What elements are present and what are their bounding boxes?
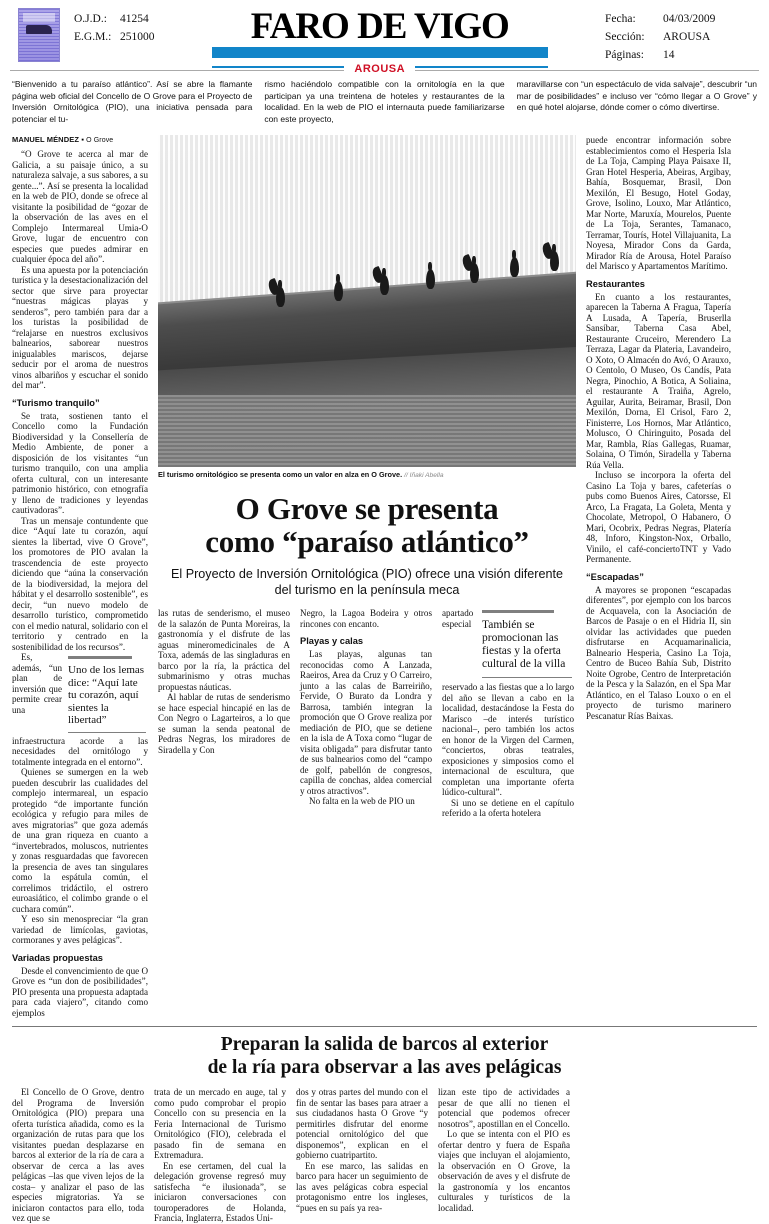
left-paragraph: Tras un mensaje contundente que dice “Aquí late tu corazón, aquí sientes la libertad, vive O Grove”, los promotores de PIO avalan la trascendencia de este proyecto diciendo que “aúna la conservación de la biodiversidad, la mejora del hábitat y el desarrollo sostenible”, es decir, “un nuevo modelo de desarrollo turístico, comprometido con el medio natural, solidario con el territorio y centrado en la sostenibilidad de los recursos”.	[12, 515, 148, 652]
secondary-col-1	[12, 1087, 144, 1224]
date-value: 04/03/2009	[663, 13, 716, 25]
lede-col-2: rismo haciéndolo compatible con la ornitología en la que participan ya una treintena de hoteles y restaurantes de la localidad. En la web de PIO el internauta puede familiarizarse con este proyecto,	[264, 79, 505, 124]
center-paragraph: apartado especial reservado a las fiestas que a lo largo del año se llevan a cabo en la localidad, destacándose la Festa do Marisco –de interés turístico nacional–, pero también los actos en honor de la Virgen del Carmen, “conciertos, obras teatrales, exposiciones y simposios como el internacional de escultura, que completan una importante oferta lúdico-cultural”.	[442, 608, 574, 798]
lede-col-1: “Bienvenido a tu paraíso atlántico”. Así se abre la flamante página web oficial del Concello de O Grove para el Proyecto de Inversión Ornitológica (PIO), una iniciativa pensada para potenciar el tu-	[12, 79, 253, 124]
secondary-article	[12, 1026, 757, 1224]
subheading-escapadas: “Escapadas”	[586, 571, 644, 582]
byline-separator: ▪	[81, 135, 84, 145]
center-paragraph: No falta en la web de PIO un	[309, 796, 415, 807]
pull-quote-top-rule	[68, 656, 132, 659]
newspaper-stamp-thumbnail	[18, 8, 60, 62]
left-paragraph: Se trata, sostienen tanto el Concello como la Fundación Biodiversidad y la Consellería de Medio Ambiente, de poner a disposición de los visitantes “un turismo tranquilo, con una amplia oferta cultural, con un interesante patrimonio histórico, con etnografía y lleno de tradiciones y leyendas cautivadoras”.	[12, 410, 148, 516]
right-paragraph: En cuanto a los restaurantes, aparecen la Taberna A Fragua, Tapería A Lusada, A Tapería, Bruserlla Sansíbar, Taberna Casa Abel, Restaurante Cruceiro, Merendero La Terraza, Lagar da Plateria, Lavandeiro, O Xoto, O Almacén do Avó, O Arauxo, O Centolo, O Museo, Os Candís, Pata Negra, Pinochio, A Botica, A Soliaina, el restaurante A Traiña, Agrelo, Aguilar, Aurita, Beiramar, Brasil, Don Mexilón, Dorna, El Crisol, Faro 2, Finisterre, Los Hornos, Mar Atlántico, Molusco, O Chiringuito, Posada del Mar, Rambla, Rías Gallegas, Ruamar, Solaina, O Timón, Siradella y Taberna Rúa Vella.	[586, 291, 731, 470]
secondary-headline-line-2: de la ría para observar a las aves pelágicas	[207, 1057, 562, 1079]
page-title	[158, 492, 576, 558]
ojd-label: O.J.D.:	[74, 13, 107, 25]
section-tag-line	[212, 60, 548, 75]
masthead-logo-area	[155, 6, 606, 75]
center-body-columns	[158, 608, 576, 819]
pull-quote-bottom-rule	[482, 677, 572, 678]
secondary-article-columns	[12, 1087, 757, 1224]
newspaper-logo: FARO DE VIGO	[250, 6, 509, 47]
photo-cormorant	[550, 251, 559, 271]
secondary-paragraph: En ese marco, las salidas en barco para hacer un seguimiento de las aves pelágicas cobra especial protagonismo entre los ingleses, “pues en su país ya rea-	[296, 1160, 428, 1213]
article-photo	[158, 135, 576, 467]
center-paragraph: Al hablar de rutas de senderismo se hace especial hincapié en las de Con Negro o Lagarteiros, a lo que se suman la senda peatonal de Pedras Negras, los miradores de Siradella y Con	[158, 692, 290, 755]
center-body-col-1	[158, 608, 290, 819]
right-paragraph: puede encontrar información sobre establecimientos como el Hesperia Isla de La Toja, Camping Playa Paisaxe II, Gran Hotel Hesperia, Abeiras, Argibay, Bahía, Bosquemar, Brasil, Don Mexilón, El Besugo, Hotel Goday, Grove, Isolino, Louxo, Mar Atlántico, Mar Norte, Maruxía, Mourelos, Puente de La Toja, Serantes, Tamanaco, Terramar, Tourís, Hotel Villajuanita, La Noyesa, Mirador Cons da Garda, Mirador Ría de Arousa, Hotel Paraíso del Marisco y Apartamentos Marítimo.	[586, 135, 731, 272]
photo-cormorant	[276, 287, 285, 307]
main-columns	[12, 135, 757, 1018]
pull-quote-center	[482, 610, 574, 678]
photo-credit: // Iñaki Abella	[404, 472, 444, 480]
left-paragraph: “O Grove te acerca al mar de Galicia, a su paisaje único, a su naturaleza salvaje, a sus sabores, a su gente...”. Así se presenta la localidad en la web de PIO, donde se ofrece al visitante la posibilidad de “gozar de la observación de las aves en el Complejo Intermareal Umia-O Grove, lugar de encuentro con especies que puedes admirar en cualquier época del año”.	[12, 149, 148, 265]
pull-quote-center-text: También se promocionan las fiestas y la oferta cultural de la villa	[482, 619, 566, 671]
center-paragraph: las rutas de senderismo, el museo de la salazón de Punta Moreiras, la gastronomía y el disfrute de las aguas mineromedicinales de A Toxa, además de las singladuras en barco por la ría, la práctica del submarinismo y otras muchas propuestas náuticas.	[158, 608, 290, 692]
egm-value: 251000	[120, 31, 155, 43]
circulation-figures	[74, 6, 155, 46]
right-paragraph: A mayores se proponen “escapadas diferentes”, por ejemplo con los barcos de Acquavela, con la Asociación de Barcos de Pasaje o en el Hidria II, sin olvidar las actividades que pueden disfrutarse en Acquamarinalicia, Balneario Hesperia, Casino La Toja, Centro de Buceo Bahía Sub, Distrito Noite Ogrobe, Centro de Interpretación de la Pesca y la Salazón, en el Spa Mar Atlántico, en el Talaso Louxo o en el proyecto de turismo marinero Pescanatur Rías Baixas.	[586, 584, 731, 721]
photo-caption	[158, 470, 576, 481]
subheading-variadas-propuestas: Variadas propuestas	[12, 952, 103, 963]
right-column	[586, 135, 731, 1018]
section-value: AROUSA	[663, 31, 711, 43]
byline-place: O Grove	[86, 137, 114, 145]
right-paragraph: Incluso se incorpora la oferta del Casino La Toja y bares, cafeterías o pubs como Buenos Aires, Catorsse, El Arco, La Fragata, La Goleta, Menta y Chocolate, Metropol, O Habanero, O Mari, Ocobrix, Pedras Negras, Platería 48, Inforo, Kingston-Nox, Orballo, Vinilo, el café-conciertoTNT y Vado Permanente.	[586, 470, 731, 565]
left-paragraph: Desde el convencimiento de que O Grove es “un don de posibilidades”, PIO presenta una propuesta adaptada para cada viajero”, citando como ejemplos	[12, 965, 149, 1018]
center-paragraph: Si uno se detiene en el capítulo referido a la oferta hotelera	[442, 797, 574, 819]
photo-cormorant	[334, 281, 343, 301]
left-paragraph: Quienes se sumergen en la web pueden descubrir las cualidades del complejo intermareal, un espacio protegido “de importante función ecológica y refugio para miles de aves migratorias” que goza además de una gran riqueza en cuanto a “invertebrados, moluscos, nutrientes y zonas resguardadas que favorecen la presencia de aves tan singulares como la espátula común, el correlimos tridáctilo, el ostrero euroasiático, el colimbo grande o el cuchara común”.	[12, 767, 148, 914]
secondary-headline-line-1: Preparan la salida de barcos al exterior	[220, 1034, 549, 1056]
photo-caption-text: El turismo ornitológico se presenta como un valor en alza en O Grove.	[158, 470, 403, 480]
pull-quote-bottom-rule	[68, 732, 146, 733]
masthead	[0, 0, 769, 75]
photo-cormorant	[426, 269, 435, 289]
pull-quote-left-text: Uno de los lemas dice: “Aquí late tu corazón, aquí sientes la libertad”	[68, 664, 145, 727]
center-paragraph: Las playas, algunas tan reconocidas como A Lanzada, Raeiros, Area da Cruz y O Carreiro, junto a las calas de Barreiriño, Fervide, O Burato da Londra y Barrosa, también integran la promoción que O Grove realiza por mediación de PIO, que se detiene en la isla de A Toxa como “lugar de visita obligada” para disfrutar tanto de sus balnearios como del “campo de golf, pabellón de congresos, capilla de conchas, aldea comercial y otros atractivos”.	[300, 649, 432, 796]
photo-cormorant	[510, 257, 519, 277]
section-tag-label: AROUSA	[344, 63, 415, 75]
egm-label: E.G.M.:	[74, 31, 112, 43]
lede-paragraph	[12, 79, 757, 125]
subheading-restaurantes: Restaurantes	[586, 278, 645, 289]
secondary-paragraph: El Concello de O Grove, dentro del Programa de Inversión Ornitológica (PIO) prepara una oferta turística añadida, como es la organización de rutas para que los visitantes puedan desplazarse en barcos al exterior de la ría de cara a observar de cerca a las aves pelágicas –las que viven lejos de la costa– y analizar el paso de las especies migratorias. Ya se iniciaron contactos para ello, toda vez que se	[12, 1087, 144, 1224]
headline-line-1: O Grove se presenta	[235, 491, 499, 527]
pages-value: 14	[663, 49, 675, 61]
secondary-paragraph: trata de un mercado en auge, tal y como pudo comprobar el propio Concello con su presencia en la Feria Internacional de Turismo Ornitológico (FIO), celebrada el pasado fin de semana en Extremadura.	[154, 1087, 286, 1161]
left-paragraph: Y eso sin menospreciar “la gran variedad de limícolas, gaviotas, cormoranes y aves pelágicas”.	[12, 914, 148, 946]
photo-water	[158, 395, 576, 467]
photo-cormorant	[470, 263, 479, 283]
center-column	[158, 135, 576, 1018]
article-deck: El Proyecto de Inversión Ornitológica (PIO) ofrece una visión diferente del turismo en la península meca	[171, 567, 563, 598]
date-label: Fecha:	[605, 13, 636, 25]
secondary-paragraph: Lo que se intenta con el PIO es ofertar dentro y fuera de España viajes que incluyan el alojamiento, la observación en O Grove, la observación de aves y el disfrute de la gastronomía y los encantos culturales y turísticos de la localidad.	[438, 1129, 570, 1213]
center-paragraph: Negro, la Lagoa Bodeira y otros rincones con encanto.	[300, 608, 432, 629]
byline	[12, 135, 148, 144]
secondary-article-divider	[12, 1026, 757, 1027]
left-paragraph: Es, además, “un plan de inversión que permite crear una infraestructura acorde a las necesidades del ornitólogo y totalmente integrada en el entorno”.	[12, 652, 148, 767]
center-body-col-2	[300, 608, 432, 819]
secondary-col-4	[438, 1087, 570, 1224]
logo-blue-bar	[212, 47, 548, 58]
secondary-col-3	[296, 1087, 428, 1224]
ojd-value: 41254	[120, 13, 149, 25]
lede-col-3: maravillarse con “un espectáculo de vida salvaje”, descubrir “un mar de posibilidades” e incluso ver “cómo llegar a O Grove” y en qué hotel alojarse, dónde comer o cómo divertirse.	[516, 79, 757, 113]
subheading-turismo-tranquilo: “Turismo tranquilo”	[12, 397, 100, 408]
headline-line-2: como “paraíso atlántico”	[205, 524, 529, 560]
secondary-paragraph: dos y otras partes del mundo con el fin de sentar las bases para atraer a sus ciudadanos hasta O Grove “y permitirles disfrutar del enorme potencial ornitológico del que disponemos”, explican en el gobierno cuatripartito.	[296, 1087, 428, 1161]
secondary-article-title	[12, 1033, 757, 1079]
secondary-paragraph: lizan este tipo de actividades a pesar de que allí no tienen el potencial que podemos ofrecer nosotros”, apostillan en el Concello.	[438, 1087, 570, 1129]
left-column	[12, 135, 148, 1018]
subheading-playas-y-calas: Playas y calas	[300, 636, 364, 647]
page-content	[0, 71, 769, 1224]
photo-cormorant	[380, 275, 389, 295]
pull-quote-top-rule	[482, 610, 554, 613]
left-paragraph: Es una apuesta por la potenciación turística y la desestacionalización del sector que sirve para proyectar “nuestras mágicas playas y senderos”, pero también para dar a los turistas la posibilidad de “relajarse en nuestros exclusivos balnearios, saborear nuestros inigualables mariscos, dejarse seducir por el aroma de nuestros vinos albariños y escuchar el sonido del mar”.	[12, 264, 148, 391]
secondary-col-2	[154, 1087, 286, 1224]
pages-label: Páginas:	[605, 49, 644, 61]
section-label: Sección:	[605, 31, 645, 43]
edition-metadata	[605, 6, 755, 64]
byline-author: MANUEL MÉNDEZ	[12, 135, 79, 145]
center-body-col-3	[442, 608, 574, 819]
secondary-paragraph: En ese certamen, del cual la delegación grovense regresó muy satisfecha “e ilusionada”, se iniciaron conversaciones con touroperadores de Holanda, Francia, Inglaterra, Estados Uni-	[154, 1160, 286, 1224]
pull-quote-left	[68, 656, 148, 733]
